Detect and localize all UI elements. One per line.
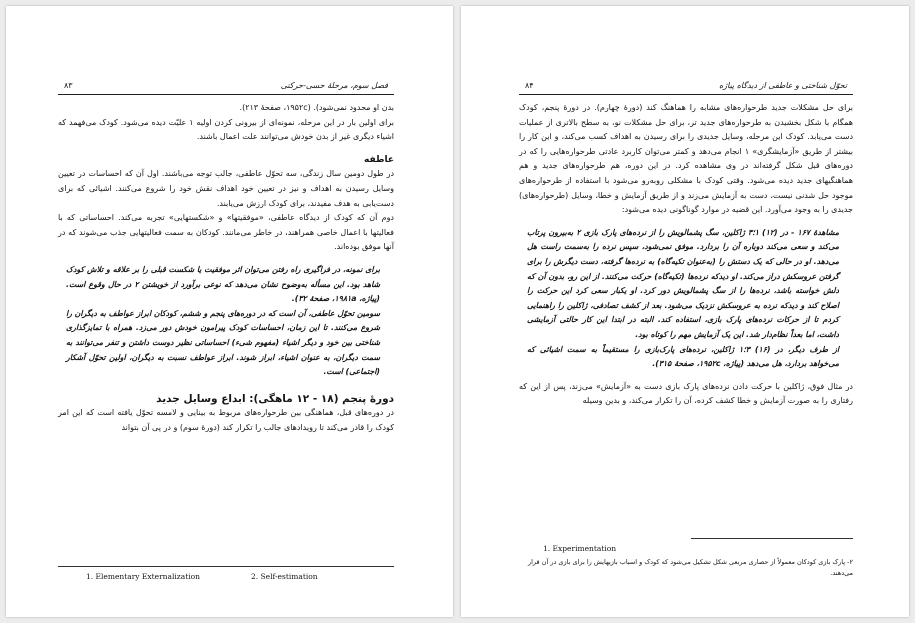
left-header-title: فصل سوم، مرحلهٔ حسی-حرکتی (280, 81, 388, 90)
footnote-2: ۲- پارک بازی کودکان معمولاً از حصاری مربعی شکل تشکیل می‌شود که کودک و اسباب بازیها‌یش را برای بازی در آن قرار می‌دهند. (527, 558, 853, 577)
paragraph: برای حل مشکلات جدید طرحواره‌های مشابه را هماهنگ کند (دورهٔ چهارم). در دورهٔ پنجم، کودک همگام با شکل بخشیدن به طرحواره‌های جدید تر، برای حل مشکلات نو، به سطح بالاتری از عملیات دست می‌یابد. کودک این مرحله، وسایل جدیدی را برای رسیدن به اهداف کسب می‌کند، و این کار را بیشتر از طریق «آزمایشگری» ۱ انجام می‌دهد و کمتر می‌توان کاربرد عادتی طرحواره‌هایی را که در دوره‌های قبل شکل گرفته‌اند در وی مشاهده کرد. در این دوره، هم طرحواره‌های جدید و هم هماهنگیهای جدید دیده می‌شود. وقتی کودک با مشکلی روبه‌رو می‌شود با استفاده از طرحواره‌های موجود حل شدنی نیست، دست به آزمایش می‌زند و از طریق آزمایش و خطا، وسایل (طرحواره‌های) جدیدی را به وجود می‌آورد. این قضیه در موارد گوناگونی دیده می‌شود: (519, 103, 853, 215)
footnote-1: 1. Experimentation (543, 544, 617, 553)
left-page-number: ۸۳ (64, 81, 73, 90)
paragraph: در دوره‌های قبل، هماهنگی بین طرحواره‌های مربوط به بینایی و لامسه تحوّل یافته است که این امر کودک را قادر می‌کند تا رویدادهای جالب را تکرار کند (دورهٔ سوم) و در پی آن بتواند (58, 408, 394, 432)
quoted-observation: مشاهدهٔ ۱۶۷ - در (۱۲) ۱؛۳ ژاکلین، سگ پشمالویش را از نرده‌های پارک بازی ۲ به‌بیرون پرتاب می‌کند و سعی می‌کند دوباره آن را بردارد. موفق نمی‌شود، سپس نرده را به‌سمت راست هل می‌دهد. او در حالی که یک دستش را (به‌عنوان تکیه‌گاه) به نرده‌ها گرفته، دست دیگرش را برای گرفتن عروسکش دراز می‌کند. او دیدکه نرده‌ها (تکیه‌گاه) حرکت می‌کنند. از این رو، بدون آن که دلش خواسته باشد، نرده‌ها را از سگ پشمالویش دور کرد. او یکبار سعی کرد این حرکت را اصلاح کند و دیدکه نرده به عروسکش نزدیک می‌شود. بعد از کشف تصادفی، ژاکلین را راهنمایی کردم تا از حرکات نرده‌های پارک بازی، استفاده کند. البته در ابتدا این کار حالتی آزمایشی داشت، اما بعداً نظام‌دار شد. این یک آزمایش مهم را کوتاه بود. (527, 227, 840, 339)
right-page-number: ۸۴ (525, 81, 534, 90)
left-page (6, 6, 453, 617)
footnote-separator (58, 566, 394, 567)
footnote-separator (691, 538, 853, 539)
paragraph: دوم آن که کودک از دیدگاه عاطفی، «موفقیتها» و «شکستهایی» تجربه می‌کند. احساساتی که با فعالیتها با اعمال خاصی همراهند، در خاطر می‌مانند. کودکان به سمت فعالیتهایی جذب می‌شوند که در آنها موفق بوده‌اند. (58, 213, 394, 252)
paragraph: برای اولین بار در این مرحله، نمونه‌ای از بیرونی کردن اولیه ۱ علیّت دیده می‌شود. کودک می‌فهمد که اشیاء دیگری غیر از بدن خودش می‌توانند علت اعمال باشند. (58, 117, 394, 142)
footnote-2: 2. Self-estimation (251, 572, 318, 581)
paragraph: در طول دومین سال زندگی، سه تحوّل عاطفی، جالب توجه می‌باشند. اول آن که احساسات در تعیین وسایل رسیدن به اهداف و نیز در تعیین خود اهداف نقش خود را شروع می‌کنند. اشیائی که برای دست‌یابی به هدف مفیدند، برای کودک ارزش می‌یابند. (58, 169, 394, 208)
section-heading: عاطفه (364, 154, 394, 165)
paragraph-spacer (58, 255, 394, 263)
paragraph-spacer (519, 218, 853, 226)
quoted-observation: سومین تحوّل عاطفی، آن است که در دوره‌های پنجم و ششم، کودکان ابراز عواطف به دیگران را شروع می‌کنند. تا این زمان، احساسات کودک پیرامون خودش دور می‌زد. همراه با تمایزگذاری شناختی بین خود و دیگر اشیاء (مفهوم شیء) احساساتی نظیر دوست داشتن و تنفر می‌توانند به سمت دیگران، به عنوان اشیاء، ابراز شوند. ابراز عواطف نسبت به دیگران، اولین تحوّل آشکار (اجتماعی) است. (66, 308, 380, 377)
right-page-body (519, 101, 853, 409)
left-page-body (58, 101, 394, 435)
quoted-observation: برای نمونه، در فراگیری راه رفتن می‌توان اثر موفقیت یا شکست قبلی را بر علاقه و تلاش کودک شاهد بود. این مسأله به‌وضوح نشان می‌دهد که نوعی برآورد از خویشتن ۲ در حال وقوع است. (پیاژه، ۱۹۸۱a، صفحهٔ ۳۲). (66, 264, 380, 304)
section-heading: دورهٔ پنجم (۱۸ - ۱۲ ماهگی): ابداع وسایل جدید (156, 392, 394, 405)
left-page-header (58, 79, 394, 95)
paragraph-spacer (519, 372, 853, 380)
right-page-header (519, 79, 853, 95)
paragraph: در مثال فوق، ژاکلین با حرکت دادن نرده‌های پارک بازی دست به «آزمایش» می‌زند، پس از این که رفتاری را به صورت آزمایش و خطا کشف کرده، آن را تکرار می‌کند، و بدین وسیله (519, 381, 853, 406)
footnote-1: 1. Elementary Externalization (86, 572, 200, 581)
paragraph-spacer (58, 380, 394, 388)
right-page (461, 6, 909, 617)
right-header-title: تحوّل شناختی و عاطفی از دیدگاه پیاژه (719, 81, 847, 90)
quoted-observation: از طرف دیگر، در (۱۶) ۳؛۱ ژاکلین، نرده‌های پارک‌بازی را مستقیماً به سمت اشیائی که می‌خواهد بردارد، هل می‌دهد (پیاژه، ۱۹۵۲c، صفحهٔ ۳۱۵). (527, 344, 839, 369)
paragraph: بدن او محدود نمی‌شود). (۱۹۵۲c، صفحهٔ ۲۱۳). (239, 103, 394, 112)
paragraph-spacer (58, 145, 394, 153)
